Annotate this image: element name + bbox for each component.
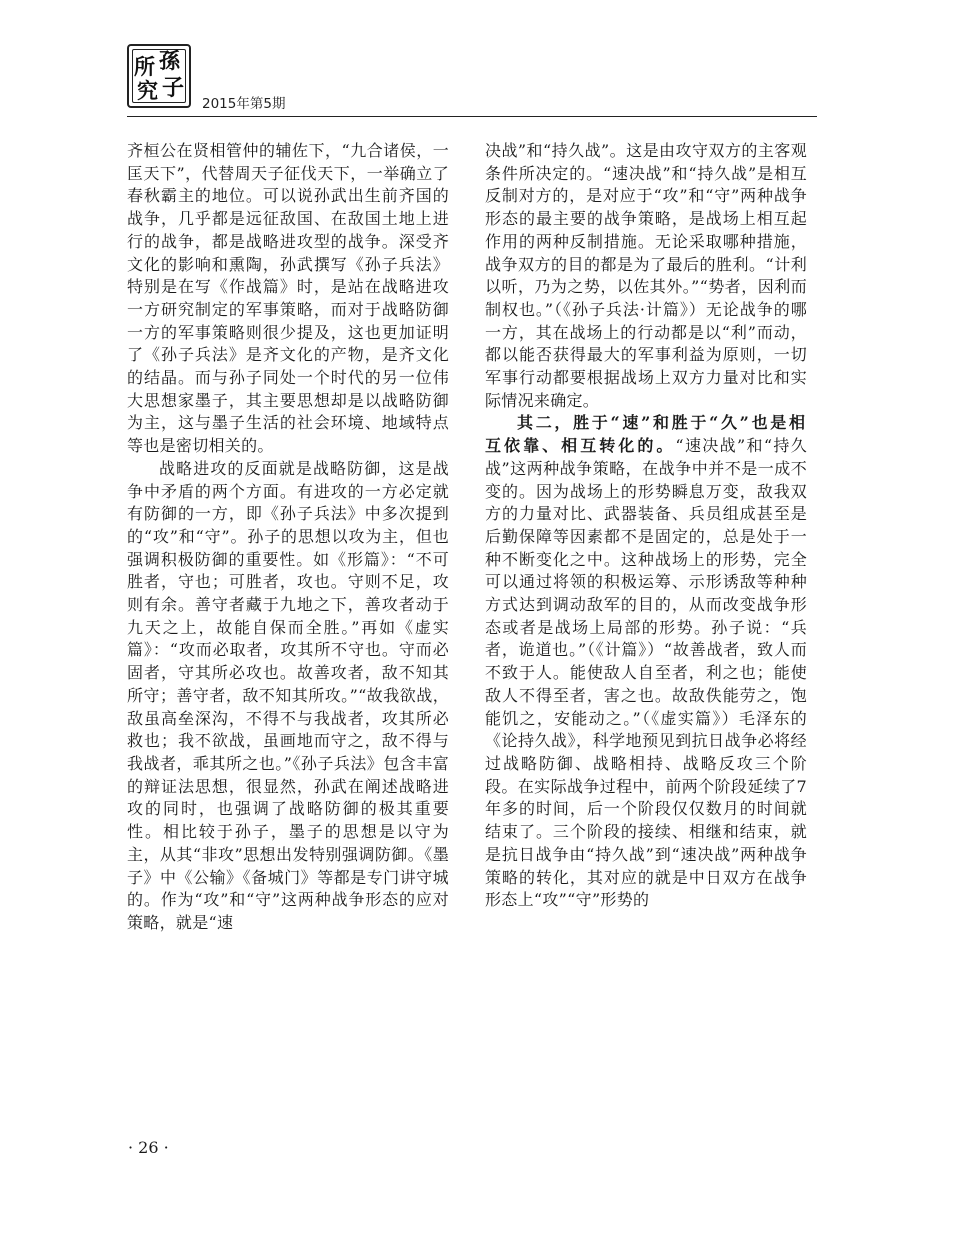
logo-char: 究 — [137, 78, 158, 103]
paragraph — [485, 412, 807, 911]
logo-char: 孫 — [159, 48, 180, 73]
logo-char: 所 — [134, 54, 155, 79]
section-heading: 其二，胜于“速”和胜于“久”也是相互依靠、相互转化的。 — [485, 413, 807, 456]
issue-label: 2015年第5期 — [202, 96, 286, 112]
left-column — [127, 140, 449, 935]
paragraph: 齐桓公在贤相管仲的辅佐下，“九合诸侯，一匡天下”，代替周天子征伐天下，一举确立了春秋霸主的地位。可以说孙武出生前齐国的战争，几乎都是远征敌国、在敌国土地上进行的战争，都是战略进攻型的战争。深受齐文化的影响和熏陶，孙武撰写《孙子兵法》特别是在写《作战篇》时，是站在战略进攻一方研究制定的军事策略，而对于战略防御一方的军事策略则很少提及，这也更加证明了《孙子兵法》是齐文化的产物，是齐文化的结晶。而与孙子同处一个时代的另一位伟大思想家墨子，其主要思想却是以战略防御为主，这与墨子生活的社会环境、地域特点等也是密切相关的。 — [127, 141, 449, 456]
paragraph: 决战”和“持久战”。这是由攻守双方的主客观条件所决定的。“速决战”和“持久战”是相互反制对方的，是对应于“攻”和“守”两种战争形态的最主要的战争策略，是战场上相互起作用的两种反制措施。无论采取哪种措施，战争双方的目的都是为了最后的胜利。“计利以听，乃为之势，以佐其外。”“势者，因利而制权也。”（《孙子兵法·计篇》）无论战争的哪一方，其在战场上的行动都是以“利”而动，都以能否获得最大的军事利益为原则，一切军事行动都要根据战场上双方力量对比和实际情况来确定。 — [485, 141, 807, 410]
paragraph-text: “速决战”和“持久战”这两种战争策略，在战争中并不是一成不变的。因为战场上的形势瞬息万变，敌我双方的力量对比、武器装备、兵员组成甚至是后勤保障等因素都不是固定的，总是处于一种不断变化之中。这种战场上的形势，完全可以通过将领的积极运筹、示形诱敌等种种方式达到调动敌军的目的，从而改变战争形态或者是战场上局部的形势。孙子说：“兵者，诡道也。”（《计篇》）“故善战者，致人而不致于人。能使敌人自至者，利之也；能使敌人不得至者，害之也。故敌佚能劳之，饱能饥之，安能动之。”（《虚实篇》）毛泽东的《论持久战》，科学地预见到抗日战争必将经过战略防御、战略相持、战略反攻三个阶段。在实际战争过程中，前两个阶段延续了7年多的时间，后一个阶段仅仅数月的时间就结束了。三个阶段的接续、相继和结束，就是抗日战争由“持久战”到“速决战”两种战争策略的转化，其对应的就是中日双方在战争形态上“攻”“守”形势的 — [485, 436, 807, 910]
logo-char: 子 — [162, 75, 185, 101]
right-column — [485, 140, 807, 912]
journal-logo — [127, 44, 191, 108]
page-number: · 26 · — [128, 1138, 169, 1157]
header-divider — [127, 116, 817, 117]
paragraph: 战略进攻的反面就是战略防御，这是战争中矛盾的两个方面。有进攻的一方必定就有防御的一方，即《孙子兵法》中多次提到的“攻”和“守”。孙子的思想以攻为主，但也强调积极防御的重要性。如《形篇》：“不可胜者，守也；可胜者，攻也。守则不足，攻则有余。善守者藏于九地之下，善攻者动于九天之上，故能自保而全胜。”再如《虚实篇》：“攻而必取者，攻其所不守也。守而必固者，守其所必攻也。故善攻者，敌不知其所守；善守者，敌不知其所攻。”“故我欲战，敌虽高垒深沟，不得不与我战者，攻其所必救也；我不欲战，虽画地而守之，敌不得与我战者，乖其所之也。”《孙子兵法》包含丰富的辩证法思想，很显然，孙武在阐述战略进攻的同时，也强调了战略防御的极其重要性。相比较于孙子，墨子的思想是以守为主，从其“非攻”思想出发特别强调防御。《墨子》中《公输》《备城门》等都是专门讲守城的。作为“攻”和“守”这两种战争形态的应对策略，就是“速 — [127, 458, 449, 932]
